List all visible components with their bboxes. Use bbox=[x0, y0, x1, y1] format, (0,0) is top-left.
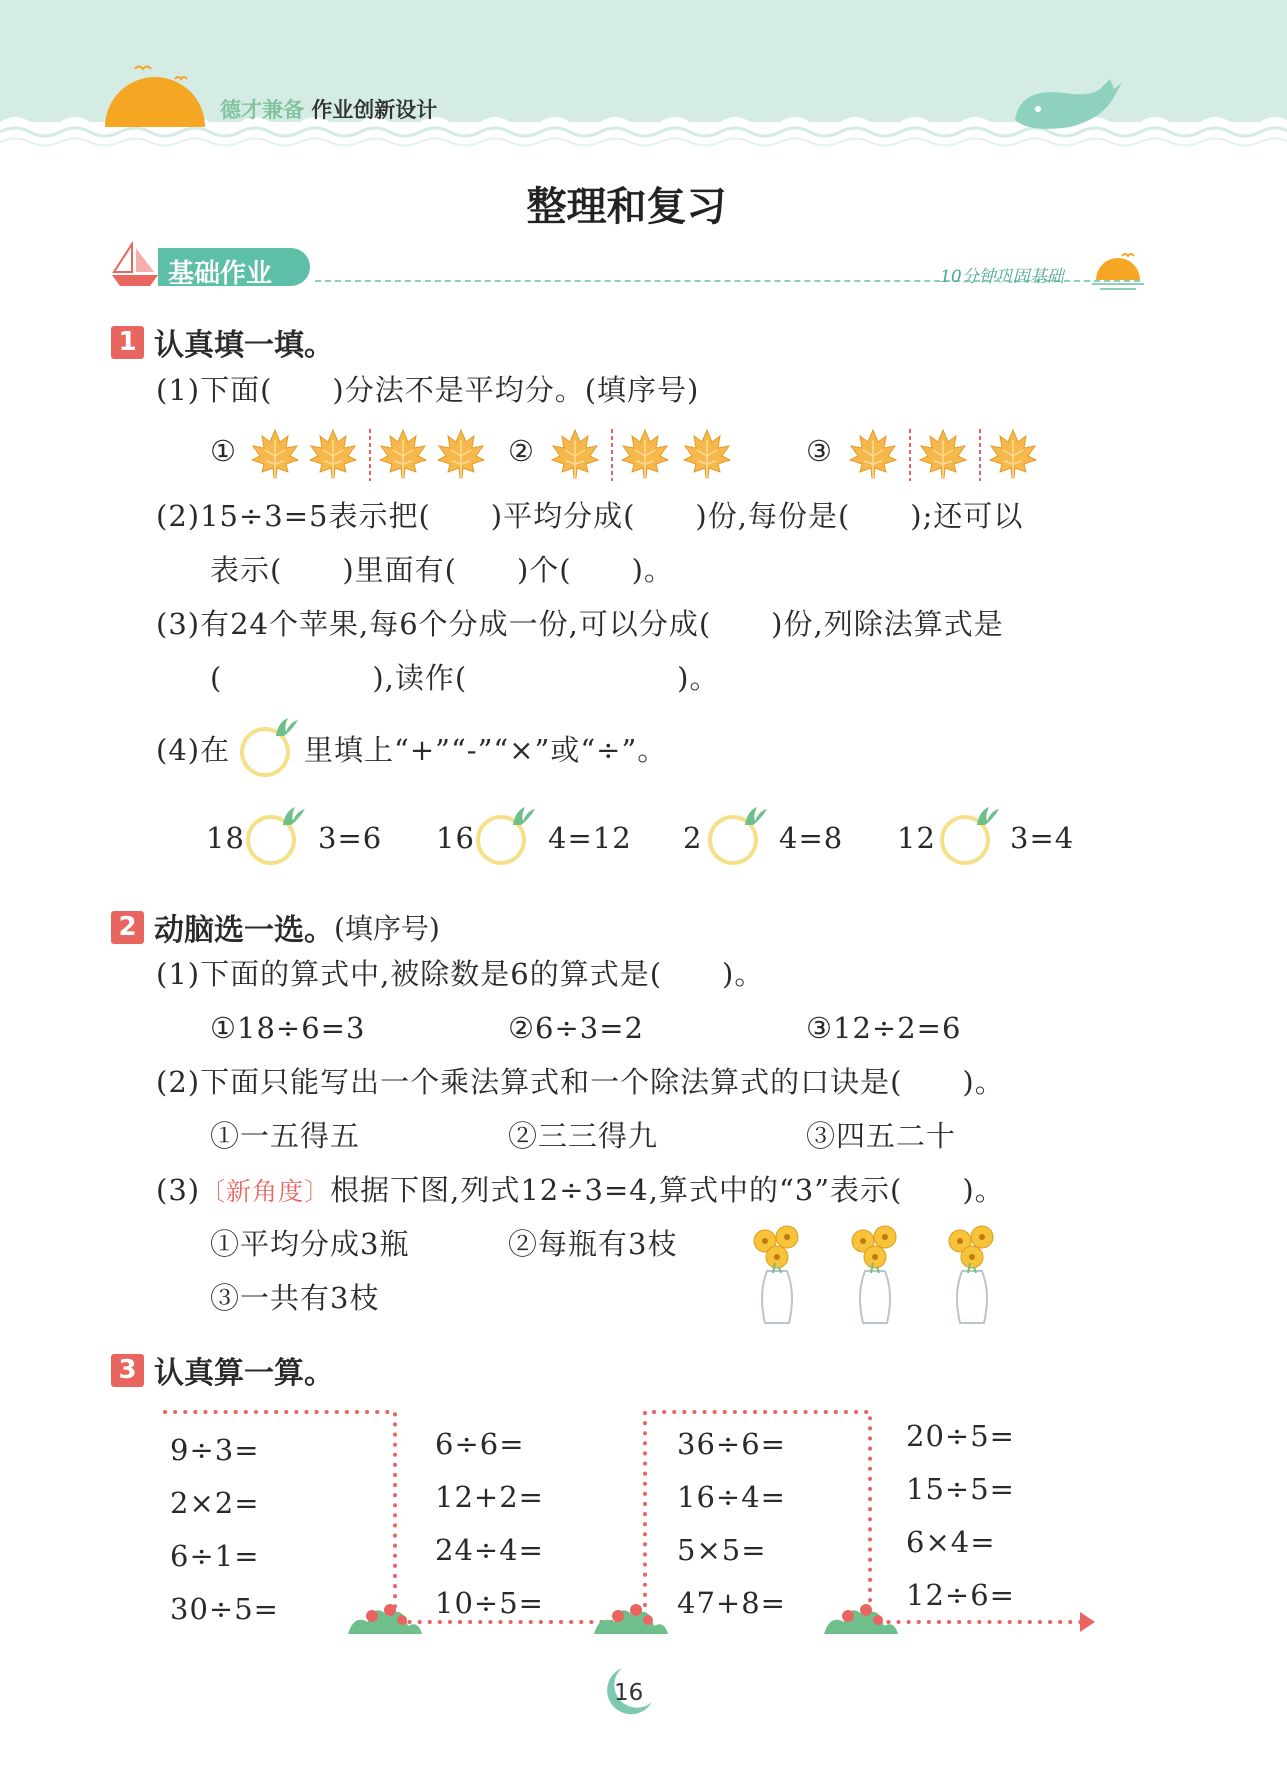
q2-s3-text: 根据下图,列式12÷3=4,算式中的“3”表示( )。 bbox=[330, 1173, 1005, 1207]
calc-item: 15÷5= bbox=[906, 1472, 1015, 1506]
eq-2-left: 16 bbox=[436, 821, 475, 855]
calc-item: 36÷6= bbox=[677, 1427, 786, 1461]
calc-item: 6÷1= bbox=[170, 1539, 260, 1573]
calc-item: 6×4= bbox=[906, 1525, 996, 1559]
q1-heading-text: 认真填一填。 bbox=[154, 328, 334, 363]
calc-item: 30÷5= bbox=[170, 1592, 279, 1626]
q1-opt-3-label: ③ bbox=[806, 434, 833, 468]
q1-p1: (1)下面( )分法不是平均分。(填序号) bbox=[156, 373, 700, 407]
calc-item: 9÷3= bbox=[170, 1433, 260, 1467]
calc-item: 20÷5= bbox=[906, 1419, 1015, 1453]
calc-item: 12÷6= bbox=[906, 1578, 1015, 1612]
maple-leaf-icon bbox=[850, 430, 896, 478]
q2-s3-opt-1: ①平均分成3瓶 bbox=[210, 1227, 410, 1261]
maple-leaf-icon bbox=[310, 430, 356, 478]
q1-p4-text: 里填上“+”“-”“×”或“÷”。 bbox=[304, 733, 668, 767]
calc-item: 6÷6= bbox=[435, 1427, 525, 1461]
page-title: 整理和复习 bbox=[526, 184, 727, 230]
q2-heading bbox=[111, 905, 440, 949]
leaf-group-2 bbox=[548, 425, 738, 483]
q2-s2-opt-2: ②三三得九 bbox=[508, 1119, 659, 1153]
calc-item: 2×2= bbox=[170, 1486, 260, 1520]
q3-heading-text: 认真算一算。 bbox=[154, 1356, 334, 1391]
flower-vase-icon bbox=[754, 1226, 798, 1323]
eq-3-left: 2 bbox=[683, 821, 703, 855]
leaf-group-1 bbox=[248, 425, 493, 483]
eq-1-right: 3=6 bbox=[318, 821, 383, 855]
q1-p2-line1: (2)15÷3=5表示把( )平均分成( )份,每份是( );还可以 bbox=[156, 499, 1024, 533]
q1-p3-line1: (3)有24个苹果,每6个分成一份,可以分成( )份,列除法算式是 bbox=[156, 607, 1004, 641]
maple-leaf-icon bbox=[380, 430, 426, 478]
maple-leaf-icon bbox=[684, 430, 730, 478]
header-brand bbox=[220, 94, 437, 124]
page-number: 16 bbox=[614, 1680, 644, 1706]
maple-leaf-icon bbox=[438, 430, 484, 478]
maple-leaf-icon bbox=[990, 430, 1036, 478]
q2-s1-opt-3: ③12÷2=6 bbox=[806, 1011, 962, 1045]
q1-number: 1 bbox=[111, 326, 144, 359]
q2-s2-opt-1: ①一五得五 bbox=[210, 1119, 361, 1153]
flower-bush-icon bbox=[344, 1596, 426, 1636]
maple-leaf-icon bbox=[622, 430, 668, 478]
q2-s3-opt-2: ②每瓶有3枝 bbox=[508, 1227, 678, 1261]
q2-s3-prefix: (3) bbox=[156, 1173, 201, 1207]
q2-s1-opt-2: ②6÷3=2 bbox=[508, 1011, 644, 1045]
leaf-sprig-icon bbox=[509, 803, 537, 829]
flower-bush-icon bbox=[590, 1596, 672, 1636]
q2-s3-opt-3: ③一共有3枝 bbox=[210, 1281, 380, 1315]
q2-s2-opt-3: ③四五二十 bbox=[806, 1119, 957, 1153]
flower-vases-illustration bbox=[740, 1222, 1020, 1332]
sun-icon bbox=[100, 55, 210, 130]
whale-icon bbox=[1010, 75, 1125, 135]
maple-leaf-icon bbox=[252, 430, 298, 478]
new-angle-tag: 〔新角度〕 bbox=[200, 1177, 331, 1206]
eq-4-left: 12 bbox=[897, 821, 936, 855]
calc-item: 16÷4= bbox=[677, 1480, 786, 1514]
q2-number: 2 bbox=[111, 911, 144, 944]
section-badge-label: 基础作业 bbox=[168, 259, 273, 289]
q1-p3-line2: ( ),读作( )。 bbox=[210, 661, 720, 695]
calc-item: 24÷4= bbox=[435, 1533, 544, 1567]
flower-vase-icon bbox=[852, 1226, 896, 1323]
q2-s1: (1)下面的算式中,被除数是6的算式是( )。 bbox=[156, 957, 765, 991]
section-badge bbox=[158, 248, 310, 289]
leaf-sprig-icon bbox=[741, 803, 769, 829]
q3-number: 3 bbox=[111, 1354, 144, 1387]
maple-leaf-icon bbox=[552, 430, 598, 478]
leaf-sprig-icon bbox=[279, 803, 307, 829]
calc-item: 12+2= bbox=[435, 1480, 544, 1514]
eq-1-left: 18 bbox=[206, 821, 245, 855]
q1-opt-2-label: ② bbox=[508, 434, 535, 468]
q2-s2: (2)下面只能写出一个乘法算式和一个除法算式的口诀是( )。 bbox=[156, 1065, 1005, 1099]
q1-opt-1-label: ① bbox=[210, 434, 237, 468]
calc-item: 47+8= bbox=[677, 1586, 786, 1620]
q2-s3 bbox=[156, 1173, 1005, 1207]
flower-vase-icon bbox=[949, 1226, 993, 1323]
series-name: 作业创新设计 bbox=[311, 98, 438, 122]
leaf-sprig-icon bbox=[973, 803, 1001, 829]
flower-bush-icon bbox=[820, 1596, 902, 1636]
q1-p2-line2: 表示( )里面有( )个( )。 bbox=[210, 553, 674, 587]
eq-4-right: 3=4 bbox=[1010, 821, 1075, 855]
brand-name: 德才兼备 bbox=[220, 98, 304, 122]
eq-2-right: 4=12 bbox=[548, 821, 632, 855]
small-sun-icon bbox=[1092, 250, 1144, 292]
sailboat-icon bbox=[110, 242, 160, 288]
calc-item: 10÷5= bbox=[435, 1586, 544, 1620]
leaf-group-3 bbox=[846, 425, 1046, 483]
maple-leaf-icon bbox=[920, 430, 966, 478]
q1-p4-prefix: (4)在 bbox=[156, 733, 231, 767]
calc-item: 5×5= bbox=[677, 1533, 767, 1567]
q2-heading-text: 动脑选一选。 bbox=[154, 913, 334, 948]
eq-3-right: 4=8 bbox=[779, 821, 844, 855]
q2-s1-opt-1: ①18÷6=3 bbox=[210, 1011, 366, 1045]
section-note: 10分钟巩固基础 bbox=[940, 267, 1064, 287]
q2-heading-note: (填序号) bbox=[334, 912, 440, 945]
leaf-sprig-icon bbox=[272, 714, 300, 740]
q1-heading bbox=[111, 320, 334, 364]
q3-heading bbox=[111, 1348, 334, 1392]
